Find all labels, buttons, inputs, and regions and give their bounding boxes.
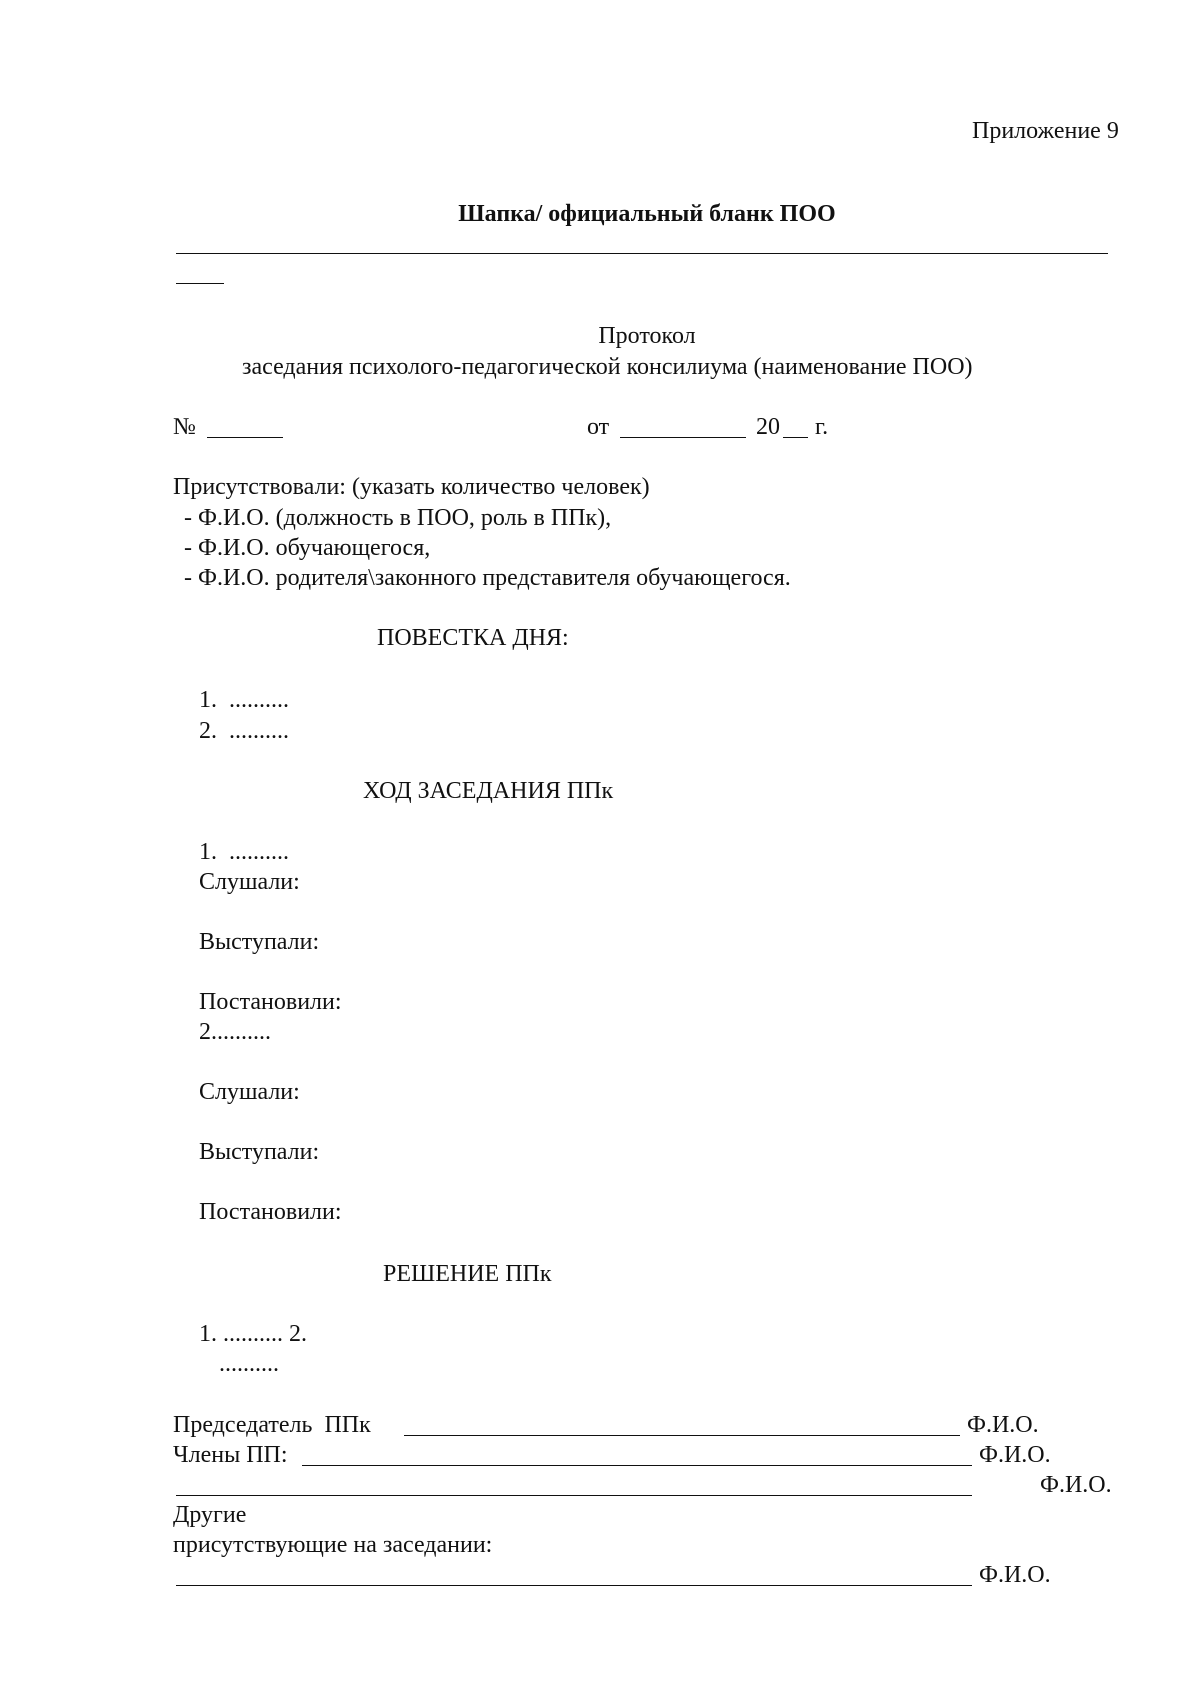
members-signature-line-2 [176,1495,972,1496]
decision-heading: РЕШЕНИЕ ППк [383,1261,552,1287]
spoke-label: Выступали: [199,1139,320,1165]
proceedings-item-2: 2.......... [199,1019,271,1045]
agenda-item: 1. .......... [199,687,289,713]
attendance-heading: Присутствовали: (указать количество человек) [173,474,650,500]
others-label: Другие [173,1502,247,1528]
date-from-label: от [587,414,610,440]
others-label: присутствующие на заседании: [173,1532,493,1558]
date-suffix: г. [815,414,829,440]
attendance-item: - Ф.И.О. обучающегося, [184,535,431,561]
decision-line-2: .......... [219,1351,279,1377]
heard-label: Слушали: [199,1079,300,1105]
date-blank [620,437,746,438]
date-year-blank [783,437,808,438]
date-year-prefix: 20 [756,414,780,440]
spoke-label: Выступали: [199,929,320,955]
protocol-subtitle: заседания психолого-педагогической консилиума (наименование ПОО) [242,354,973,380]
chair-fio: Ф.И.О. [967,1412,1039,1438]
proceedings-heading: ХОД ЗАСЕДАНИЯ ППк [363,778,614,804]
chair-label: Председатель ППк [173,1412,371,1438]
header-rule-tail [176,283,224,284]
header-title: Шапка/ официальный бланк ПОО [458,201,836,227]
heard-label: Слушали: [199,869,300,895]
header-rule [176,253,1108,254]
members-label: Члены ПП: [173,1442,288,1468]
agenda-heading: ПОВЕСТКА ДНЯ: [377,625,569,651]
decision-line-1: 1. .......... 2. [199,1321,307,1347]
resolved-label: Постановили: [199,1199,342,1225]
appendix-label: Приложение 9 [972,118,1119,144]
members-signature-line [302,1465,972,1466]
others-signature-line [176,1585,972,1586]
agenda-item: 2. .......... [199,718,289,744]
protocol-number-blank [207,437,283,438]
attendance-item: - Ф.И.О. родителя\законного представителя обучающегося. [184,565,791,591]
protocol-number-label: № [173,414,196,440]
attendance-item: - Ф.И.О. (должность в ПОО, роль в ППк), [184,505,612,531]
proceedings-item-1: 1. .......... [199,839,289,865]
members-fio: Ф.И.О. [979,1442,1051,1468]
chair-signature-line [404,1435,960,1436]
resolved-label: Постановили: [199,989,342,1015]
members-fio-2: Ф.И.О. [1040,1472,1112,1498]
others-fio: Ф.И.О. [979,1562,1051,1588]
protocol-title: Протокол [598,323,696,349]
